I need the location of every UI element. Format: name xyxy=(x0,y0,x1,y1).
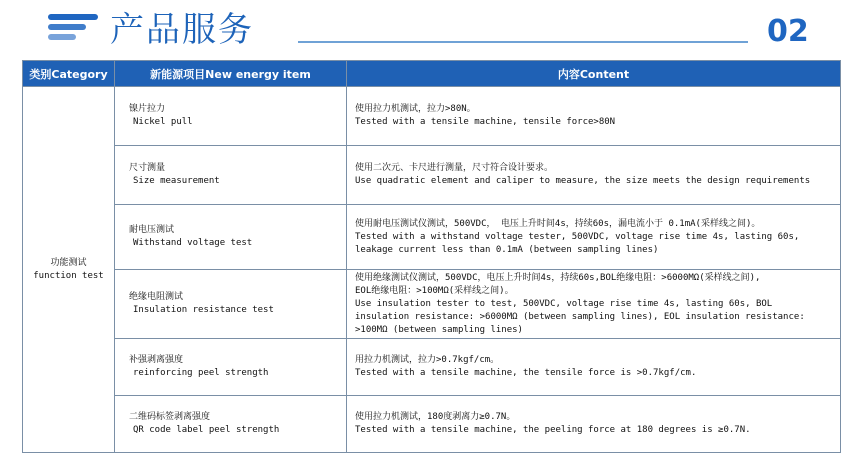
header-category: 类别Category xyxy=(23,61,115,87)
content-cell xyxy=(347,87,841,146)
table-header-row xyxy=(23,61,841,87)
header-item: 新能源项目New energy item xyxy=(115,61,347,87)
content-line: 使用二次元、卡尺进行测量，尺寸符合设计要求。 xyxy=(355,163,554,173)
table-row xyxy=(23,396,841,453)
category-zh: 功能测试 xyxy=(50,257,87,268)
content-line: Use quadratic element and caliper to measure, the size meets the design requirements xyxy=(355,176,811,186)
item-cell xyxy=(115,205,347,270)
table-row xyxy=(23,205,841,270)
item-name-en: Size measurement xyxy=(133,176,220,186)
content-cell xyxy=(347,396,841,453)
content-line: Tested with a tensile machine, the tensile force is >0.7kgf/cm. xyxy=(355,368,697,378)
category-cell xyxy=(23,87,115,453)
content-line: leakage current less than 0.1mA (between sampling lines) xyxy=(355,244,659,255)
service-table xyxy=(22,60,841,453)
item-cell xyxy=(115,270,347,339)
item-cell xyxy=(115,339,347,396)
item-name-zh: 绝缘电阻测试 xyxy=(129,292,184,302)
content-cell xyxy=(347,205,841,270)
content-cell xyxy=(347,339,841,396)
table-row xyxy=(23,87,841,146)
content-line: 使用拉力机测试，拉力>80N。 xyxy=(355,104,476,114)
item-name-zh: 补强剥离强度 xyxy=(129,355,184,365)
item-name-en: reinforcing peel strength xyxy=(133,368,269,378)
title-rule xyxy=(298,41,748,43)
content-line: 使用耐电压测试仪测试，500VDC， 电压上升时间4s，持续60s，漏电流小于 0.1mA(采样线之间)。 xyxy=(355,218,761,229)
content-line: 使用拉力机测试，180度剥离力≥0.7N。 xyxy=(355,412,516,422)
item-name-zh: 尺寸测量 xyxy=(129,163,166,173)
item-cell xyxy=(115,146,347,205)
item-cell xyxy=(115,396,347,453)
item-name-en: Nickel pull xyxy=(133,117,193,127)
content-line: EOL绝缘电阻：>100MΩ(采样线之间)。 xyxy=(355,285,514,296)
item-name-en: Insulation resistance test xyxy=(133,305,274,315)
table-row xyxy=(23,270,841,339)
logo-icon xyxy=(48,14,98,46)
page-number: 02 xyxy=(767,14,809,49)
header-content: 内容Content xyxy=(347,61,841,87)
content-line: 使用绝缘测试仪测试，500VDC，电压上升时间4s，持续60s,BOL绝缘电阻：>6000MΩ(采样线之间), xyxy=(355,272,761,283)
content-line: Tested with a tensile machine, the peeling force at 180 degrees is ≥0.7N. xyxy=(355,425,751,435)
item-cell xyxy=(115,87,347,146)
item-name-en: Withstand voltage test xyxy=(133,238,253,248)
table-row xyxy=(23,339,841,396)
table-row xyxy=(23,146,841,205)
item-name-en: QR code label peel strength xyxy=(133,425,280,435)
page-title: 产品服务 xyxy=(110,10,254,50)
content-line: Tested with a tensile machine, tensile force>80N xyxy=(355,117,616,127)
item-name-zh: 镍片拉力 xyxy=(129,104,166,114)
item-name-zh: 二维码标签剥离强度 xyxy=(129,412,211,422)
item-name-zh: 耐电压测试 xyxy=(129,225,175,235)
content-line: 用拉力机测试，拉力>0.7kgf/cm。 xyxy=(355,355,500,365)
content-line: Use insulation tester to test, 500VDC, voltage rise time 4s, lasting 60s, BOL xyxy=(355,298,773,309)
content-cell xyxy=(347,270,841,339)
content-cell xyxy=(347,146,841,205)
content-line: >100MΩ (between sampling lines) xyxy=(355,324,523,335)
content-line: insulation resistance: >6000MΩ (between sampling lines), EOL insulation resistance: xyxy=(355,311,805,322)
category-en: function test xyxy=(33,270,104,281)
content-line: Tested with a withstand voltage tester, 500VDC, voltage rise time 4s, lasting 60s, xyxy=(355,231,800,242)
